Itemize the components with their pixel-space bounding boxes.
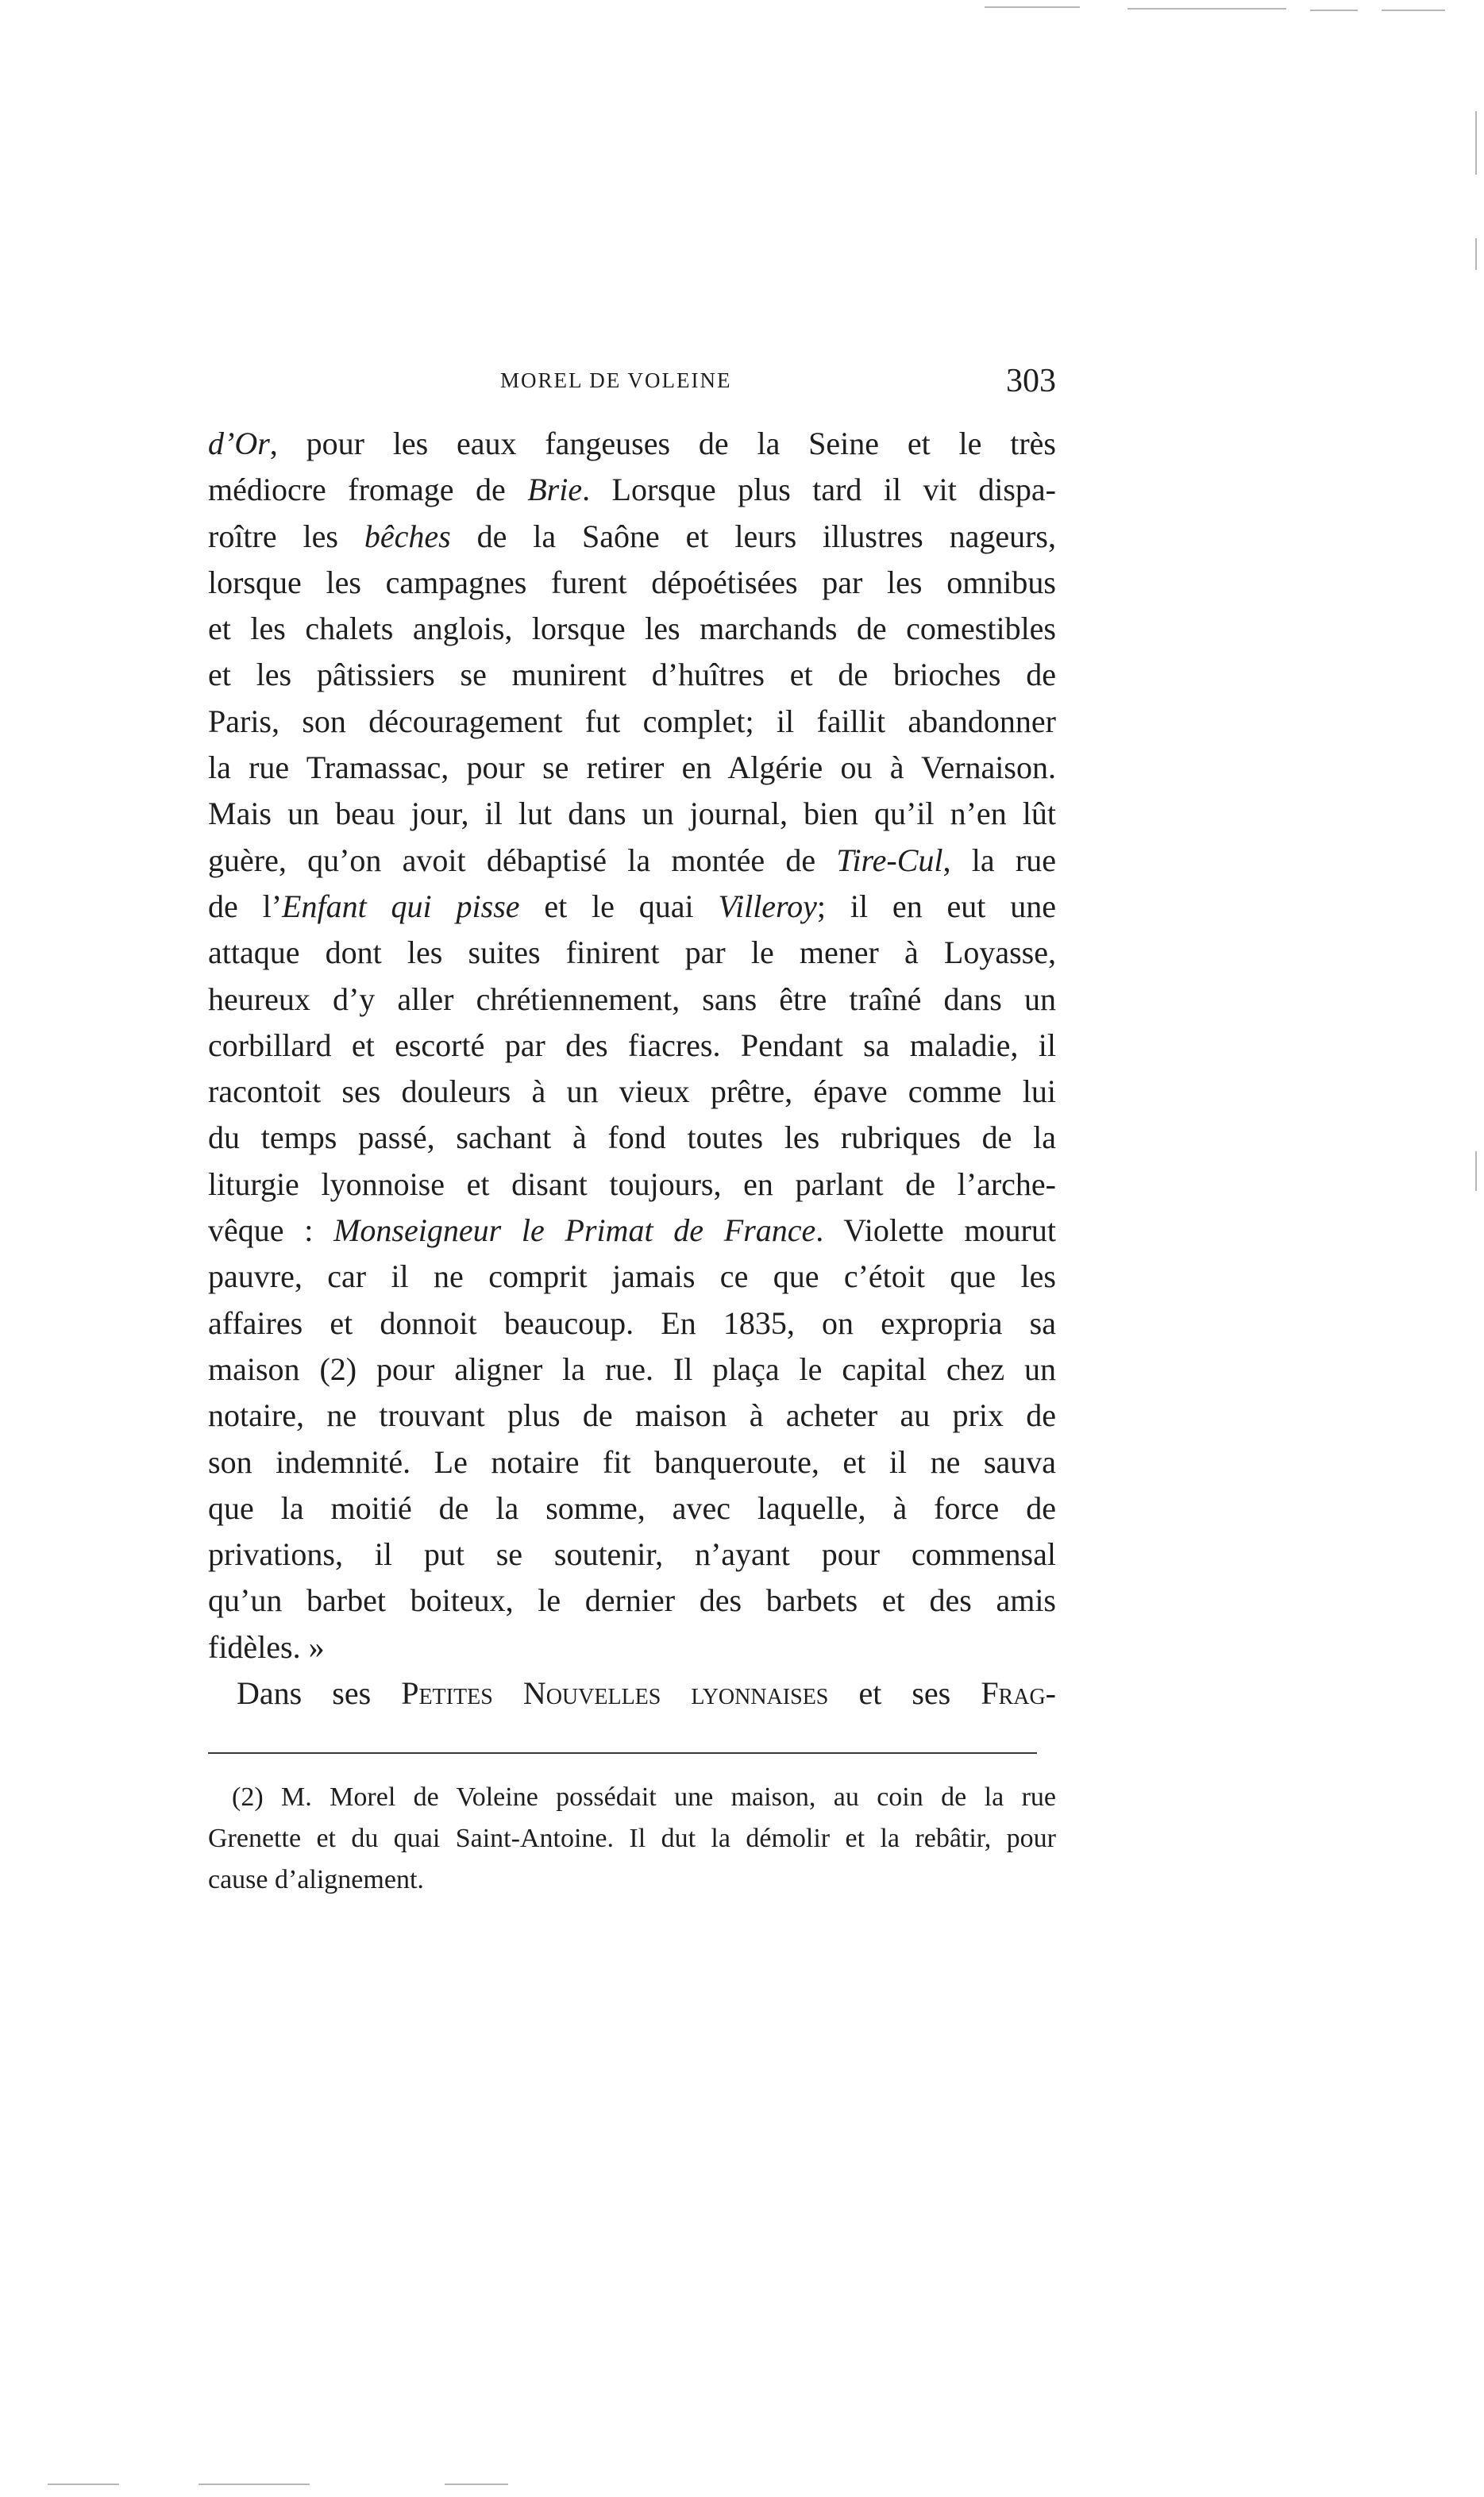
scan-artifact-top — [1310, 10, 1358, 11]
text-line: affaires et donnoit beaucoup. En 1835, on expropria sa — [208, 1304, 1056, 1341]
text-line: pauvre, car il ne comprit jamais ce que c’étoit que les — [208, 1258, 1056, 1295]
page-header — [214, 362, 1056, 410]
footnote — [208, 1777, 1056, 1901]
text-line: liturgie lyonnoise et disant toujours, en parlant de l’arche- — [208, 1166, 1056, 1202]
text-line: son indemnité. Le notaire fit banqueroute, et il ne sauva — [208, 1443, 1056, 1480]
footnote-line: Grenette et du quai Saint-Antoine. Il dut la démolir et la rebâtir, pour — [208, 1824, 1056, 1853]
scan-artifact-top — [1127, 8, 1286, 10]
text-line: attaque dont les suites finirent par le mener à Loyasse, — [208, 934, 1056, 971]
scan-artifact-bottom — [445, 2484, 508, 2485]
text-line: Paris, son découragement fut complet; il faillit abandonner — [208, 703, 1056, 739]
text-line: racontoit ses douleurs à un vieux prêtre, épave comme lui — [208, 1073, 1056, 1110]
text-line: privations, il put se soutenir, n’ayant pour commensal — [208, 1536, 1056, 1573]
text-line: roître les bêches de la Saône et leurs illustres nageurs, — [208, 518, 1056, 554]
footnote-line: (2) M. Morel de Voleine possédait une maison, au coin de la rue — [232, 1782, 1056, 1812]
text-line: que la moitié de la somme, avec laquelle, à force de — [208, 1489, 1056, 1526]
footnote-divider — [208, 1752, 1037, 1754]
scan-artifact-top — [1382, 10, 1445, 11]
text-line: Dans ses Petites Nouvelles lyonnaises et ses Frag- — [237, 1675, 1056, 1712]
page-number: 303 — [1006, 363, 1056, 399]
text-line: médiocre fromage de Brie. Lorsque plus tard il vit dispa- — [208, 472, 1057, 508]
scan-artifact-top — [985, 6, 1080, 8]
body-text — [208, 421, 1056, 1717]
text-line: vêque : Monseigneur le Primat de France. Violette mourut — [208, 1212, 1056, 1249]
text-line: qu’un barbet boiteux, le dernier des barbets et des amis — [208, 1582, 1056, 1619]
text-line: notaire, ne trouvant plus de maison à acheter au prix de — [208, 1397, 1056, 1434]
text-line: Mais un beau jour, il lut dans un journal, bien qu’il n’en lût — [208, 796, 1056, 832]
scan-artifact-right — [1475, 1151, 1477, 1191]
text-line: heureux d’y aller chrétiennement, sans être traîné dans un — [208, 981, 1056, 1017]
text-line: fidèles. » — [208, 1628, 325, 1665]
text-line: d’Or, pour les eaux fangeuses de la Seine et le très — [208, 426, 1056, 461]
text-line: la rue Tramassac, pour se retirer en Algérie ou à Vernaison. — [208, 749, 1056, 786]
text-line: guère, qu’on avoit débaptisé la montée de Tire-Cul, la rue — [208, 842, 1056, 878]
scan-artifact-right — [1475, 111, 1477, 175]
text-line: du temps passé, sachant à fond toutes les rubriques de la — [208, 1119, 1056, 1156]
text-line: de l’Enfant qui pisse et le quai Villeroy; il en eut une — [208, 888, 1057, 924]
text-line: corbillard et escorté par des fiacres. Pendant sa maladie, il — [208, 1027, 1056, 1063]
text-line: maison (2) pour aligner la rue. Il plaça le capital chez un — [208, 1351, 1056, 1387]
running-head: MOREL DE VOLEINE — [500, 368, 732, 392]
scan-artifact-right — [1475, 238, 1477, 270]
scan-artifact-bottom — [48, 2484, 119, 2485]
text-line: et les chalets anglois, lorsque les marchands de comestibles — [208, 611, 1056, 647]
text-line: et les pâtissiers se munirent d’huîtres et de brioches de — [208, 657, 1056, 693]
scan-artifact-bottom — [199, 2484, 310, 2485]
footnote-line: cause d’alignement. — [208, 1865, 424, 1894]
text-line: lorsque les campagnes furent dépoétisées par les omnibus — [208, 564, 1056, 600]
